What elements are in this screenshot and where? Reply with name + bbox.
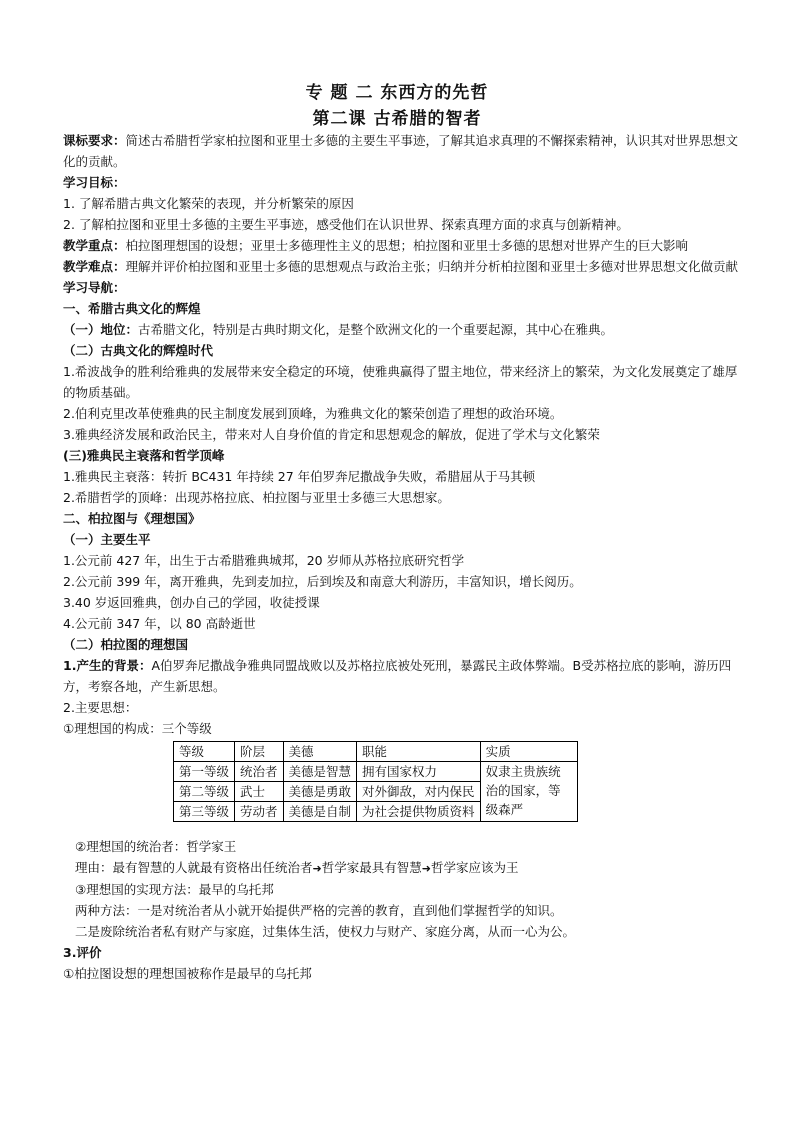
ideas-heading: 2.主要思想： — [63, 700, 138, 715]
goals-heading: 学习目标： — [63, 175, 126, 190]
goal-item: 2. 了解柏拉图和亚里士多德的主要生平事迹，感受他们在认识世界、探索真理方面的求真与创新精神。 — [63, 217, 629, 232]
goal-item: 1. 了解希腊古典文化繁荣的表现，并分析繁荣的原因 — [63, 196, 354, 211]
table-header: 等级 — [174, 742, 235, 762]
table-row — [174, 762, 578, 782]
standard-label: 课标要求： — [63, 133, 126, 148]
table-cell: 对外御敌，对内保民 — [357, 782, 481, 802]
background-text: A伯罗奔尼撒战争雅典同盟战败以及苏格拉底被处死刑，暴露民主政体弊端。B受苏格拉底的影响，游历四方，考察各地，产生新思想。 — [63, 658, 732, 694]
evaluation-item: ①柏拉图设想的理想国被称作是最早的乌托邦 — [63, 966, 312, 981]
grade-table — [173, 741, 578, 822]
table-cell: 统治者 — [235, 762, 284, 782]
table-header-row — [174, 742, 578, 762]
background-paragraph — [63, 655, 739, 697]
table-cell: 劳动者 — [235, 802, 284, 822]
list-item: 2.公元前 399 年，离开雅典，先到麦加拉，后到埃及和南意大利游历，丰富知识，增长阅历。 — [63, 574, 582, 589]
list-item: 3.雅典经济发展和政治民主，带来对人自身价值的肯定和思想观念的解放，促进了学术与文化繁荣 — [63, 427, 600, 442]
key-points-label: 教学重点： — [63, 238, 126, 253]
table-cell: 第一等级 — [174, 762, 235, 782]
table-header: 实质 — [480, 742, 577, 762]
section-1-3-heading: (三)雅典民主衰落和哲学顶峰 — [63, 448, 225, 463]
background-label: 1.产生的背景： — [63, 658, 152, 673]
table-cell: 为社会提供物质资料 — [357, 802, 481, 822]
list-item: 3.40 岁返回雅典，创办自己的学园，收徒授课 — [63, 595, 320, 610]
document-body — [63, 130, 739, 984]
table-cell: 拥有国家权力 — [357, 762, 481, 782]
difficulties — [63, 256, 739, 277]
difficulties-text: 理解并评价柏拉图和亚里士多德的思想观点与政治主张；归纳并分析柏拉图和亚里士多德对世界思想文化做贡献 — [125, 259, 739, 274]
reason-part: 哲学家最具有智慧 — [321, 860, 422, 875]
reason-part: 理由：最有智慧的人就最有资格出任统治者 — [75, 860, 313, 875]
status-paragraph — [63, 319, 739, 340]
table-header: 职能 — [357, 742, 481, 762]
table-cell: 美德是勇敢 — [283, 782, 357, 802]
key-points — [63, 235, 739, 256]
section-1-2-heading: （二）古典文化的辉煌时代 — [63, 343, 214, 358]
lesson-title: 第二课 古希腊的智者 — [312, 109, 482, 129]
reason-line — [63, 857, 739, 879]
arrow-right-icon: ➜ — [421, 862, 431, 875]
section-2-2-heading: （二）柏拉图的理想国 — [63, 637, 189, 652]
list-item: 1.公元前 427 年，出生于古希腊雅典城邦，20 岁师从苏格拉底研究哲学 — [63, 553, 465, 568]
list-item: 2.伯利克里改革使雅典的民主制度发展到顶峰，为雅典文化的繁荣创造了理想的政治环境。 — [63, 406, 563, 421]
list-item: 1.雅典民主衰落：转折 BC431 年持续 27 年伯罗奔尼撒战争失败，希腊屈从于马其顿 — [63, 469, 536, 484]
table-header: 阶层 — [235, 742, 284, 762]
topic-title: 专 题 二 东西方的先哲 — [305, 83, 489, 103]
status-label: （一）地位： — [63, 322, 139, 337]
table-cell: 武士 — [235, 782, 284, 802]
guide-heading: 学习导航： — [63, 280, 126, 295]
ruler-line: ②理想国的统治者：哲学家王 — [75, 839, 237, 854]
evaluation-heading: 3.评价 — [63, 945, 102, 960]
composition-line: ①理想国的构成：三个等级 — [63, 721, 212, 736]
section-2-heading: 二、柏拉图与《理想国》 — [63, 511, 201, 526]
section-1-heading: 一、希腊古典文化的辉煌 — [63, 301, 201, 316]
table-cell: 第三等级 — [174, 802, 235, 822]
table-cell: 第二等级 — [174, 782, 235, 802]
list-item: 1.希波战争的胜利给雅典的发展带来安全稳定的环境，使雅典赢得了盟主地位，带来经济上的繁荣，为文化发展奠定了雄厚的物质基础。 — [63, 364, 738, 400]
table-header: 美德 — [283, 742, 357, 762]
list-item: 2.希腊哲学的顶峰：出现苏格拉底、柏拉图与亚里士多德三大思想家。 — [63, 490, 450, 505]
method-item: 两种方法：一是对统治者从小就开始提供严格的完善的教育，直到他们掌握哲学的知识。 — [75, 903, 563, 918]
difficulties-label: 教学难点： — [63, 259, 126, 274]
section-2-1-heading: （一）主要生平 — [63, 532, 151, 547]
method-item: 二是废除统治者私有财产与家庭，过集体生活，使权力与财产、家庭分离，从而一心为公。 — [75, 924, 576, 939]
key-points-text: 柏拉图理想国的设想；亚里士多德理性主义的思想；柏拉图和亚里士多德的思想对世界产生的巨大影响 — [125, 238, 689, 253]
standard-requirement — [63, 130, 739, 172]
table-cell-nature: 奴隶主贵族统治的国家，等级森严 — [480, 762, 577, 822]
arrow-right-icon: ➜ — [312, 862, 322, 875]
list-item: 4.公元前 347 年，以 80 高龄逝世 — [63, 616, 256, 631]
reason-part: 哲学家应该为王 — [430, 860, 519, 875]
table-cell: 美德是自制 — [283, 802, 357, 822]
table-cell: 美德是智慧 — [283, 762, 357, 782]
status-text: 古希腊文化，特别是古典时期文化，是整个欧洲文化的一个重要起源，其中心在雅典。 — [138, 322, 614, 337]
method-line: ③理想国的实现方法：最早的乌托邦 — [75, 882, 274, 897]
standard-text: 简述古希腊哲学家柏拉图和亚里士多德的主要生平事迹，了解其追求真理的不懈探索精神，认识其对世界思想文化的贡献。 — [63, 133, 739, 169]
